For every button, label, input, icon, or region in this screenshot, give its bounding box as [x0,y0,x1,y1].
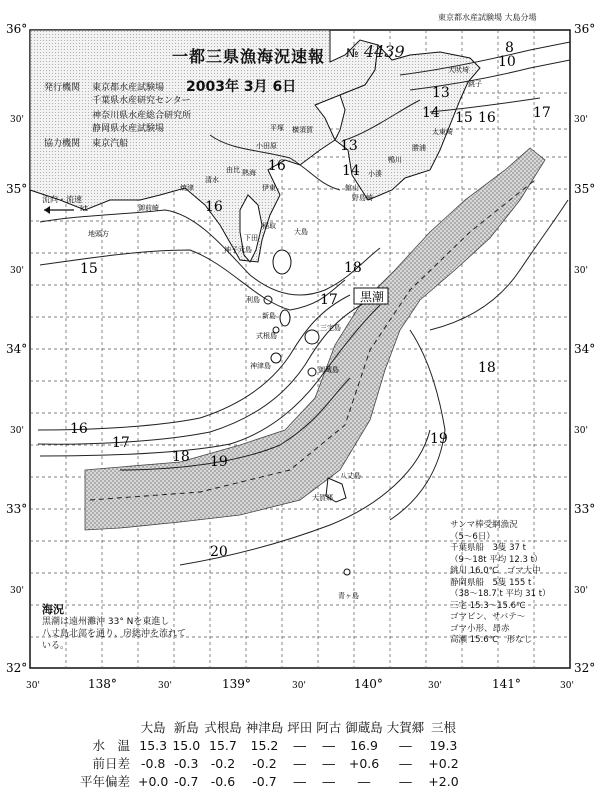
sanma-line: 静岡県船 5隻 155 t [450,577,532,588]
table-cell: 15.7 [209,737,237,753]
column-header: 坪田 [287,720,313,735]
table-cell: ― [357,773,371,789]
isotherm-label: 15 [80,261,98,277]
kuroshio-label: 黒潮 [360,290,385,304]
kaikyo-line: 黒潮は遠州灘沖 33° Nを東進し [42,617,170,627]
isotherm-label: 10 [498,54,516,70]
table-row [38,736,461,754]
place-label: 大島 [294,228,308,236]
lon-label-8: 30' [560,681,574,691]
table-cell: 15.0 [172,737,201,753]
row-label: 水 温 [92,738,130,753]
table-cell: ― [293,737,306,753]
lat-3530-left: 30' [10,115,24,125]
lat-3430-right: 30' [574,266,588,276]
place-label: 勝浦 [412,144,426,152]
isotherm-label: 17 [533,105,551,121]
place-label: 館山 [345,184,359,192]
place-label: 三宅島 [320,324,341,332]
table-cell: 15.2 [250,737,279,753]
table-cell: ― [399,737,412,753]
island-niijima [280,310,290,326]
lat-34-right: 34° [574,342,596,356]
lat-3530-right: 30' [574,115,588,125]
lat-33-right: 33° [574,502,596,516]
isotherm-label: 14 [342,163,360,179]
table-cell: ― [322,737,335,753]
sanma-period: （5～6日） [450,531,495,542]
isotherm-label: 18 [172,449,190,465]
corner-title: 東京都水産試験場 大島分場 [438,13,537,22]
lat-35-left: 35° [6,182,28,196]
lon-label-3: 139° [222,677,251,691]
table-cell: -0.7 [174,773,199,789]
lon-label-1: 138° [88,677,117,691]
coop-label: 協力機関 [44,139,81,149]
longitude-labels [26,677,574,691]
issuer-line-3: 神奈川県水産総合研究所 [92,111,192,121]
place-label: 新島 [262,312,276,320]
column-header: 阿古 [316,720,342,735]
kaikyo-line: 八丈島北部を通り、房総沖を流れて [42,629,187,639]
lat-32-left: 32° [6,661,28,675]
lat-3330-right: 30' [574,426,588,436]
table-cell: +2.0 [428,773,459,789]
sanma-line: 千葉県船 3隻 37 t [450,543,526,553]
place-label: 下田 [244,234,258,242]
sanma-line: ゴマ小形、昂赤 [450,623,510,634]
column-header: 大島 [140,720,166,735]
table-cell: 19.3 [429,737,458,753]
place-label: 鴨川 [388,156,402,164]
lat-3430-left: 30' [10,266,24,276]
lat-3330-left: 30' [10,426,24,436]
place-label: 伊東 [262,184,276,192]
row-label: 平年偏差 [79,774,130,789]
lat-36-right: 36° [574,22,596,36]
column-header: 三根 [430,720,456,735]
table-cell: ― [322,773,335,789]
isotherm-label: 8 [505,40,514,56]
place-label: 神子元島 [224,246,252,254]
isotherm-label: 17 [112,435,130,451]
table-cell: -0.7 [252,773,277,789]
isotherm-label: 18 [478,360,496,376]
lat-3230-left: 30' [10,586,24,596]
sanma-line: 三宅 15.3～15.6℃ [450,600,526,611]
island-miyakejima [305,330,319,344]
place-label: 熱海 [242,169,256,177]
isotherm-label: 13 [340,138,358,154]
island-oshima [273,250,291,274]
column-header: 大賀郷 [386,720,425,735]
place-label: 焼津 [180,184,194,192]
table-cell: -0.2 [210,755,236,771]
sanma-notes [450,520,568,647]
kaikyo-title: 海況 [42,603,64,616]
issuers-label: 発行機関 [44,83,81,93]
isotherm-label: 13 [432,85,450,101]
place-label: 小湊 [368,170,382,178]
table-cell: ― [399,773,412,789]
isotherm-label: 16 [478,110,496,126]
coop-name: 東京汽船 [92,139,129,149]
place-label: 御前崎 [138,204,159,212]
place-label: 式根島 [256,332,277,340]
table-cell: 16.9 [350,737,378,753]
report-number: 4439 [364,42,405,61]
place-label: 地頭方 [88,230,109,238]
island-aogashima [344,569,350,575]
table-cell: ― [399,755,412,771]
place-label: 犬吠埼 [448,66,469,74]
isotherm-label: 16 [268,158,286,174]
sanma-line: 高瀬 15.6℃ 形なし [450,635,533,645]
lat-34-left: 34° [6,342,28,356]
report-date: 2003年 3月 6日 [186,79,297,95]
isotherm-label: 17 [320,292,338,308]
isotherm-label: 19 [210,454,228,470]
column-header: 新島 [173,720,199,735]
water-temp-table [38,718,461,790]
column-header: 御蔵島 [345,720,383,735]
sanma-line: ゴマビン、サバテ～ [450,612,526,622]
place-label: 御蔵島 [318,366,339,374]
current-legend-unit: kt [80,204,88,213]
current-legend-label: 流向・流速 [42,195,82,204]
table-cell: -0.2 [252,755,277,771]
isotherm-label: 16 [70,421,88,437]
island-mikurajima [308,368,316,376]
page-title: 一都三県漁海況速報 [172,47,326,66]
place-label: 清水 [205,176,219,184]
place-label: 大賀郷 [312,494,333,502]
table-cell: 15.3 [139,737,168,753]
isotherm-label: 16 [205,199,223,215]
kaikyo-line: いる。 [42,641,70,651]
place-label: 青ヶ島 [338,592,359,600]
isotherm-label: 15 [455,110,473,126]
column-header: 式根島 [204,720,242,735]
table-cell: -0.6 [210,773,236,789]
table-cell: -0.8 [140,755,166,771]
table-header-row [38,718,461,736]
sanma-line: （38～18.7 t 平均 31 t） [450,589,551,599]
lat-3230-right: 30' [574,586,588,596]
lon-label-7: 141° [492,677,521,691]
lon-label-6: 30' [428,681,442,691]
table-cell: ― [293,755,306,771]
place-label: 小田原 [256,142,277,150]
kaikyo-note [42,604,272,652]
lon-label-2: 30' [158,681,172,691]
place-label: 野島崎 [352,194,373,202]
table-row [38,754,461,772]
number-label: № [346,46,359,60]
sanma-line: 銚川 16.0℃ ゴマ大中 [450,566,541,576]
sanma-title: サンマ棒受網漁況 [450,520,518,530]
table-cell: +0.6 [348,755,380,771]
table-cell: -0.3 [174,755,199,771]
place-label: 稲取 [262,222,276,230]
issuer-line-4: 静岡県水産試験場 [92,124,165,134]
island-kozushima [271,353,281,363]
place-label: 由比 [226,166,240,174]
place-label: 横須賀 [292,126,313,134]
table-row [38,772,461,790]
issuer-line-2: 千葉県水産研究センター [92,96,191,106]
isotherm-label: 20 [210,544,228,560]
place-label: 八丈島 [340,472,361,480]
lat-33-left: 33° [6,502,28,516]
isotherm-label: 19 [430,431,448,447]
lon-label-4: 30' [292,681,306,691]
lon-label-5: 140° [354,677,383,691]
table-cell: ― [322,755,335,771]
table-cell: ― [293,773,306,789]
lon-label-0: 30' [26,681,40,691]
row-label: 前日差 [92,756,130,771]
lat-35-right: 35° [574,182,596,196]
sanma-line: （9～18t 平均 12.3 t） [450,554,543,565]
isotherm-label: 18 [344,260,362,276]
place-label: 銚子 [468,80,482,88]
place-label: 太東崎 [432,128,453,136]
column-header: 神津島 [245,720,284,735]
place-label: 平塚 [270,124,284,132]
place-label: 利島 [246,296,260,304]
table-cell: +0.0 [138,773,169,789]
table-cell: +0.2 [428,755,459,771]
isotherm-label: 14 [422,105,440,121]
place-label: 神津島 [250,362,271,370]
lat-36-left: 36° [6,22,28,36]
issuer-line-1: 東京都水産試験場 [92,83,165,93]
lat-32-right: 32° [574,661,596,675]
